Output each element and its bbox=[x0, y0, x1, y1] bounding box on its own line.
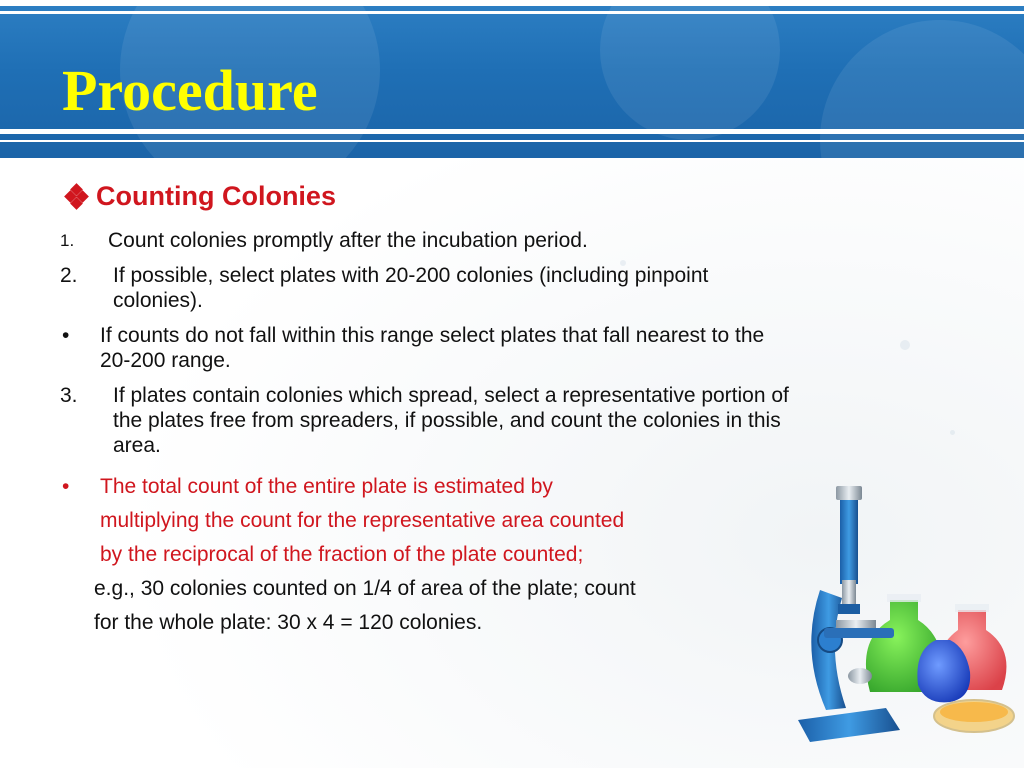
list-item bbox=[60, 323, 960, 375]
list-marker: • bbox=[62, 324, 70, 347]
list-item bbox=[60, 263, 960, 315]
header-bottom-stripe bbox=[0, 129, 1024, 134]
list-item bbox=[60, 228, 960, 254]
list-item-text: If counts do not fall within this range select plates that fall nearest to the bbox=[100, 324, 765, 347]
list-marker: • bbox=[62, 475, 70, 498]
list-item-text: 20-200 range. bbox=[100, 349, 231, 372]
list-marker: 3. bbox=[60, 384, 78, 407]
header-bubble bbox=[820, 20, 1024, 158]
list-item-highlight bbox=[60, 474, 820, 574]
section-heading-text: Counting Colonies bbox=[96, 181, 336, 211]
list-item-text: the plates free from spreaders, if possible, and count the colonies in this bbox=[113, 409, 781, 432]
list-item-text: by the reciprocal of the fraction of the plate counted; bbox=[100, 543, 584, 566]
list-item-text: If possible, select plates with 20-200 colonies (including pinpoint bbox=[113, 264, 709, 287]
header-bubble bbox=[600, 0, 780, 140]
list-item-text: If plates contain colonies which spread, select a representative portion of bbox=[113, 384, 789, 407]
list-item-text: area. bbox=[113, 434, 161, 457]
list-item-text: The total count of the entire plate is estimated by bbox=[100, 475, 553, 498]
example-block bbox=[94, 576, 814, 638]
header-thin-stripe bbox=[0, 140, 1024, 142]
list-item-text: Count colonies promptly after the incubation period. bbox=[108, 229, 588, 252]
list-item bbox=[60, 383, 960, 461]
example-text: e.g., 30 colonies counted on 1/4 of area of the plate; count bbox=[94, 577, 636, 600]
slide-header bbox=[0, 0, 1024, 158]
microscope-with-flasks-icon bbox=[790, 480, 1024, 768]
list-marker: 2. bbox=[60, 264, 78, 287]
list-item-text: multiplying the count for the representative area counted bbox=[100, 509, 625, 532]
list-item-text: colonies). bbox=[113, 289, 203, 312]
four-diamond-icon bbox=[64, 183, 90, 209]
section-heading bbox=[64, 180, 336, 212]
list-marker: 1. bbox=[60, 231, 75, 250]
header-top-stripe bbox=[0, 0, 1024, 6]
header-thin-stripe bbox=[0, 11, 1024, 14]
slide-title: Procedure bbox=[62, 58, 318, 123]
example-text: for the whole plate: 30 x 4 = 120 colonies. bbox=[94, 611, 483, 634]
